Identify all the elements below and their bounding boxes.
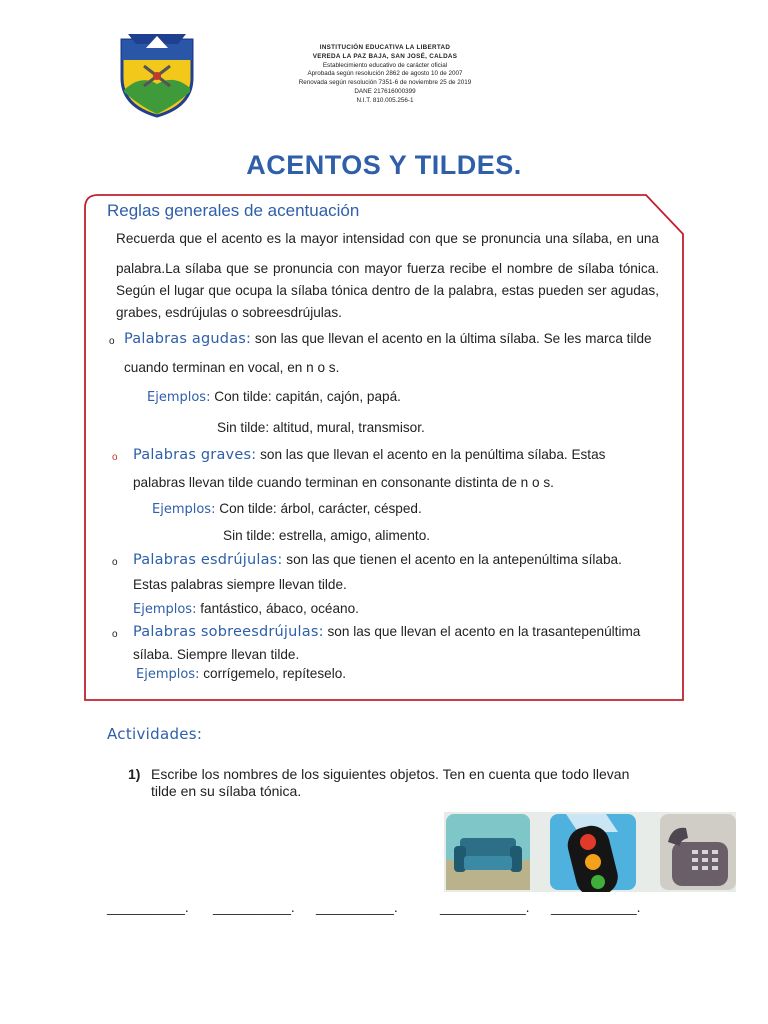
answer-blank-4[interactable]: ___________. bbox=[440, 899, 530, 915]
objects-image-strip bbox=[444, 812, 736, 892]
bullet-icon: o bbox=[109, 336, 115, 347]
graves-examples-row bbox=[152, 501, 422, 517]
page-title: ACENTOS Y TILDES. bbox=[246, 150, 522, 180]
answer-blank-5[interactable]: ___________. bbox=[551, 899, 641, 915]
institution-dane: DANE 217616000399 bbox=[354, 87, 416, 95]
graves-term: Palabras graves: bbox=[133, 447, 257, 463]
intro-line-2: palabra.La sílaba que se pronuncia con mayor fuerza recibe el nombre de sílaba tónica. bbox=[116, 261, 659, 276]
answer-blank-2[interactable]: __________. bbox=[213, 899, 295, 915]
esdrujulas-examples-label: Ejemplos: bbox=[133, 602, 197, 617]
intro-line-4: grabes, esdrújulas o sobreesdrújulas. bbox=[116, 305, 342, 320]
esdrujulas-term: Palabras esdrújulas: bbox=[133, 552, 283, 568]
institution-renewal: Renovada según resolución 7351-6 de noviembre 25 de 2019 bbox=[298, 79, 472, 87]
institution-nit: N.I.T. 810.005.256-1 bbox=[356, 96, 414, 104]
traffic-light-icon bbox=[548, 812, 638, 892]
bullet-icon: o bbox=[112, 452, 118, 463]
esdrujulas-row bbox=[133, 552, 622, 568]
agudas-definition-1: son las que llevan el acento en la última sílaba. Se les marca tilde bbox=[254, 331, 652, 346]
esdrujulas-definition-1: son las que tienen el acento en la antepenúltima sílaba. bbox=[286, 552, 622, 567]
graves-definition-2: palabras llevan tilde cuando terminan en consonante distinta de n o s. bbox=[133, 475, 554, 490]
activities-heading: Actividades: bbox=[107, 725, 203, 743]
agudas-examples-label: Ejemplos: bbox=[147, 390, 211, 405]
answer-blank-3[interactable]: __________. bbox=[316, 899, 398, 915]
sobreesdrujulas-examples-row bbox=[136, 666, 346, 682]
agudas-term: Palabras agudas: bbox=[124, 331, 252, 347]
sobreesdrujulas-examples: corrígemelo, repíteselo. bbox=[203, 666, 347, 681]
institution-name: INSTITUCIÓN EDUCATIVA LA LIBERTAD bbox=[319, 44, 451, 51]
sobreesdrujulas-definition-1: son las que llevan el acento en la trasantepenúltima bbox=[327, 624, 641, 639]
institution-type: Establecimiento educativo de carácter oficial bbox=[322, 61, 448, 69]
esdrujulas-examples: fantástico, ábaco, océano. bbox=[200, 601, 359, 616]
bullet-icon: o bbox=[112, 557, 118, 568]
agudas-con-tilde: Con tilde: capitán, cajón, papá. bbox=[214, 389, 401, 404]
graves-row bbox=[133, 447, 605, 463]
sobreesdrujulas-examples-label: Ejemplos: bbox=[136, 667, 200, 682]
graves-examples-label: Ejemplos: bbox=[152, 502, 216, 517]
agudas-definition-2: cuando terminan en vocal, en n o s. bbox=[124, 360, 340, 375]
institution-header bbox=[260, 44, 510, 106]
sobreesdrujulas-term: Palabras sobreesdrújulas: bbox=[133, 624, 324, 640]
sofa-icon bbox=[444, 812, 532, 892]
question-number: 1) bbox=[128, 766, 141, 782]
sobreesdrujulas-row bbox=[133, 624, 640, 640]
question-text: Escribe los nombres de los siguientes objetos. Ten en cuenta que todo llevan tilde en su sílaba tónica. bbox=[151, 766, 630, 799]
graves-definition-1: son las que llevan el acento en la penúltima sílaba. Estas bbox=[260, 447, 606, 462]
answer-blank-1[interactable]: __________. bbox=[107, 899, 189, 915]
esdrujulas-examples-row bbox=[133, 601, 359, 617]
rules-heading: Reglas generales de acentuación bbox=[107, 201, 360, 220]
school-crest-logo bbox=[116, 30, 198, 118]
telephone-icon bbox=[658, 812, 736, 892]
graves-con-tilde: Con tilde: árbol, carácter, césped. bbox=[219, 501, 422, 516]
institution-location: VEREDA LA PAZ BAJA, SAN JOSÉ, CALDAS bbox=[312, 52, 458, 60]
esdrujulas-definition-2: Estas palabras siempre llevan tilde. bbox=[133, 577, 347, 592]
graves-sin-tilde: Sin tilde: estrella, amigo, alimento. bbox=[223, 528, 431, 543]
agudas-examples-row bbox=[147, 389, 401, 405]
intro-line-3: Según el lugar que ocupa la sílaba tónica dentro de la palabra, estas pueden ser agudas, bbox=[116, 283, 659, 298]
institution-approval: Aprobada según resolución 2862 de agosto 10 de 2007 bbox=[307, 70, 463, 78]
bullet-icon: o bbox=[112, 629, 118, 640]
agudas-row bbox=[124, 331, 652, 347]
sobreesdrujulas-definition-2: sílaba. Siempre llevan tilde. bbox=[133, 647, 300, 662]
intro-line-1: Recuerda que el acento es la mayor intensidad con que se pronuncia una sílaba, en una bbox=[116, 231, 659, 246]
agudas-sin-tilde: Sin tilde: altitud, mural, transmisor. bbox=[217, 420, 425, 435]
